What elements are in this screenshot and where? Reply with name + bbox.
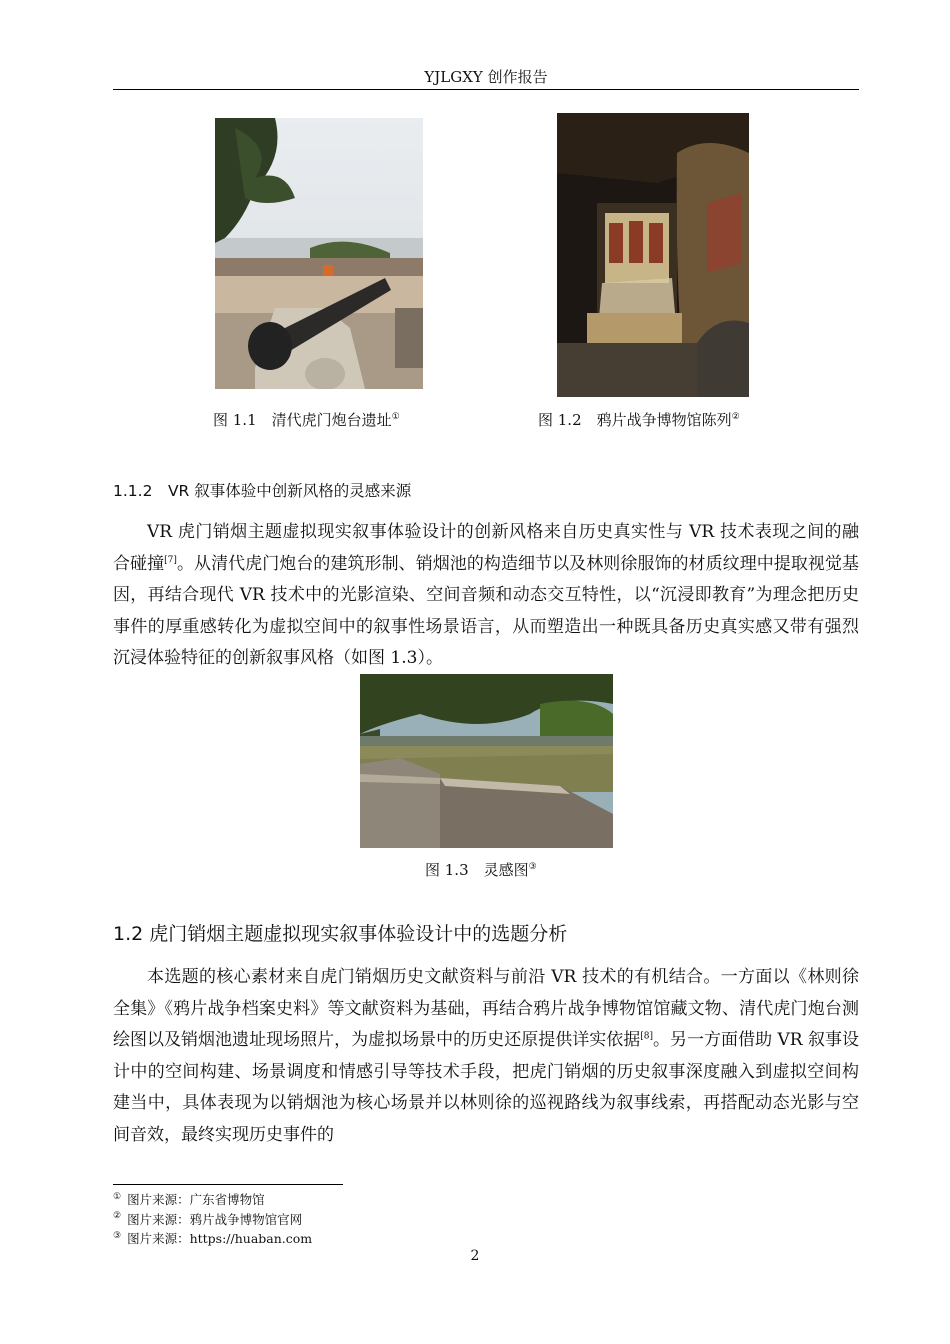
photo-inspiration-pond (360, 674, 613, 848)
page-number: 2 (470, 1248, 480, 1264)
footnote-text: 图片来源：广东省博物馆 (127, 1192, 265, 1207)
section-heading-1-1-2: 1.1.2 VR 叙事体验中创新风格的灵感来源 (113, 482, 412, 500)
footnote-mark: ① (113, 1191, 122, 1202)
paragraph-text: 。另一方面借助 VR 叙事设计中的空间构建、场景调度和情感引导等技术手段，把虎门销烟的历史叙事深度融入到虚拟空间构建当中，具体表现为以销烟池为核心场景并以林则徐的巡视路线为叙事线索，再搭配动态光影与空间音效，最终实现历史事件的 (113, 1030, 860, 1145)
paragraph-text: VR 虎门销烟主题虚拟现实叙事体验设计的创新风格来自历史真实性与 VR 技术表现之间的融合碰撞 (113, 522, 859, 574)
footnote (113, 1190, 312, 1210)
figure-label: 图 1.2 (538, 411, 582, 429)
footnote-ref: ③ (528, 862, 537, 872)
paragraph-text: 本选题的核心素材来自虎门销烟历史文献资料与前沿 VR 技术的有机结合。一方面以《林则徐全集》《鸦片战争档案史料》等文献资料为基础，再结合鸦片战争博物馆馆藏文物、清代虎门炮台测绘图以及销烟池遗址现场照片，为虚拟场景中的历史还原提供详实依据 (113, 967, 859, 1050)
header-rule (113, 89, 859, 90)
footnote-text: 图片来源：鸦片战争博物馆官网 (127, 1211, 303, 1227)
figure-1-3-caption (425, 860, 537, 880)
figure-title: 灵感图 (483, 861, 529, 879)
section-heading-1-2: 1.2 虎门销烟主题虚拟现实叙事体验设计中的选题分析 (113, 923, 568, 945)
footnote-mark: ② (113, 1211, 122, 1222)
footnote-text: 图片来源：https://huaban.com (127, 1231, 313, 1246)
footnote-rule (113, 1184, 343, 1185)
running-header: YJLGXY 创作报告 (424, 68, 548, 86)
footnote-ref: ② (731, 412, 740, 422)
figure-label: 图 1.1 (213, 411, 257, 429)
paragraph-text: 。从清代虎门炮台的建筑形制、销烟池的构造细节以及林则徐服饰的材质纹理中提取视觉基因，再结合现代 VR 技术中的光影渲染、空间音频和动态交互特性，以“沉浸即教育”为理念把历史事件的厚重感转化为虚拟空间中的叙事性场景语言，从而塑造出一种既具备历史真实感又带有强烈沉浸体验特征的创新叙事风格（如图 1.3）。 (113, 553, 860, 668)
citation-ref: [7] (164, 554, 177, 565)
figure-title: 鸦片战争博物馆陈列 (596, 411, 732, 429)
figure-title: 清代虎门炮台遗址 (271, 411, 392, 429)
footnotes (113, 1190, 312, 1249)
citation-ref: [8] (640, 1031, 654, 1042)
footnote (113, 1210, 312, 1230)
photo-museum-exhibit (557, 113, 749, 397)
figure-1-1-caption (213, 410, 400, 430)
body-paragraph (113, 517, 859, 675)
footnote-ref: ① (391, 412, 400, 422)
footnote-mark: ③ (113, 1230, 122, 1241)
figure-label: 图 1.3 (425, 861, 469, 879)
footnote (113, 1229, 312, 1249)
photo-cannon (215, 118, 423, 389)
body-paragraph (113, 962, 859, 1151)
figure-1-2-caption (538, 410, 740, 430)
